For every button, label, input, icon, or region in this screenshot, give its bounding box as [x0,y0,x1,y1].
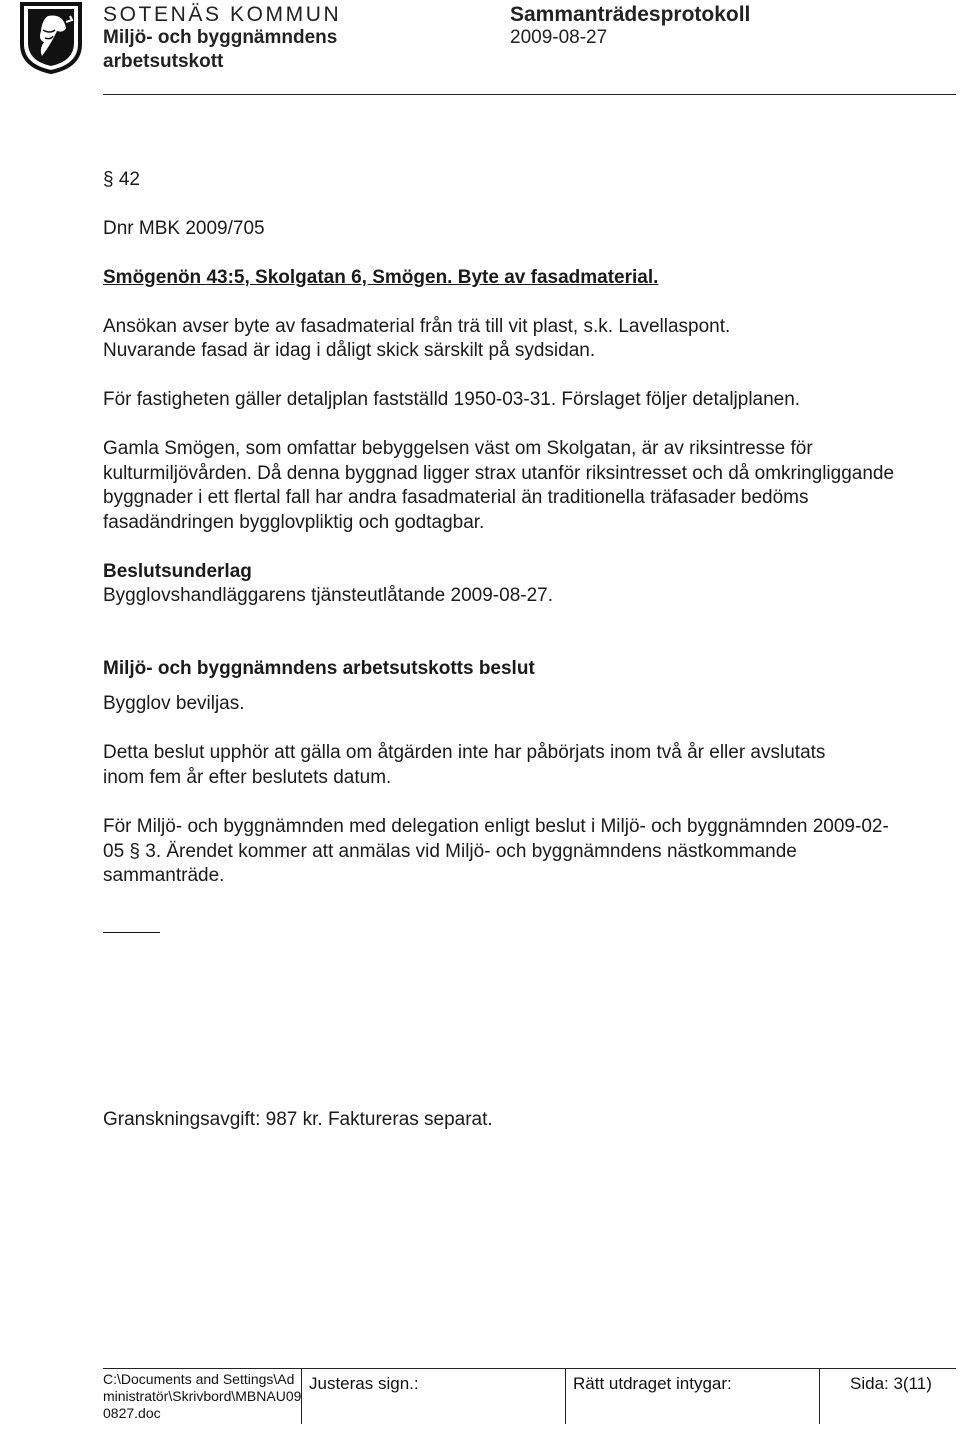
review-fee-text: Granskningsavgift: 987 kr. Faktureras separat. [103,1109,493,1130]
footer-separator [565,1368,566,1424]
basis-text: Bygglovshandläggarens tjänsteutlåtande 2009-08-27. [103,585,553,606]
validity-paragraph: Detta beslut upphör att gälla om åtgärden inte har påbörjats inom två år eller avslutats inom fem år efter beslutets datum. [103,742,826,788]
committee-name: Miljö- och byggnämndens [103,27,338,48]
decision-text: Bygglov beviljas. [103,693,245,714]
case-title: Smögenön 43:5, Skolgatan 6, Smögen. Byte av fasadmaterial. [103,267,659,288]
sotenas-coat-of-arms-icon [18,0,84,74]
signature-line [103,932,160,933]
delegation-paragraph: För Miljö- och byggnämnden med delegation enligt beslut i Miljö- och byggnämnden 2009-02-05 § 3. Ärendet kommer att anmälas vid Miljö- och byggnämndens nästkommande sammanträde. [103,816,889,886]
certified-extract-label: Rätt utdraget intygar: [573,1374,732,1393]
detail-plan-paragraph: För fastigheten gäller detaljplan fastställd 1950-03-31. Förslaget följer detaljplanen. [103,389,801,410]
file-path: C:\Documents and Settings\Administratör\Skrivbord\MBNAU090827.doc [103,1371,302,1421]
committee-subunit: arbetsutskott [103,51,224,72]
header-divider [103,94,956,95]
organization-name: SOTENÄS KOMMUN [103,3,342,26]
page-number: Sida: 3(11) [850,1374,932,1393]
diary-number: Dnr MBK 2009/705 [103,218,265,239]
page-footer [103,1368,956,1424]
document-type: Sammanträdesprotokoll [510,3,751,26]
meeting-date: 2009-08-27 [510,27,608,48]
application-paragraph-line1: Ansökan avser byte av fasadmaterial från trä till vit plast, s.k. Lavellaspont. [103,316,731,337]
decision-heading: Miljö- och byggnämndens arbetsutskotts beslut [103,658,535,679]
heritage-paragraph: Gamla Smögen, som omfattar bebyggelsen väst om Skolgatan, är av riksintresse för kulturmiljövården. Då denna byggnad ligger strax utanför riksintresset och då omkringliggande byggnader i ett flertal fall har andra fasadmaterial än traditionella träfasader bedöms fasadändringen bygglovpliktig och godtagbar. [103,438,895,533]
basis-heading: Beslutsunderlag [103,561,252,582]
footer-separator [819,1368,820,1424]
application-paragraph-line2: Nuvarande fasad är idag i dåligt skick särskilt på sydsidan. [103,340,596,361]
section-number: § 42 [103,169,140,190]
footer-separator [301,1368,302,1424]
adjusted-signature-label: Justeras sign.: [309,1374,419,1393]
footer-divider [103,1368,956,1369]
